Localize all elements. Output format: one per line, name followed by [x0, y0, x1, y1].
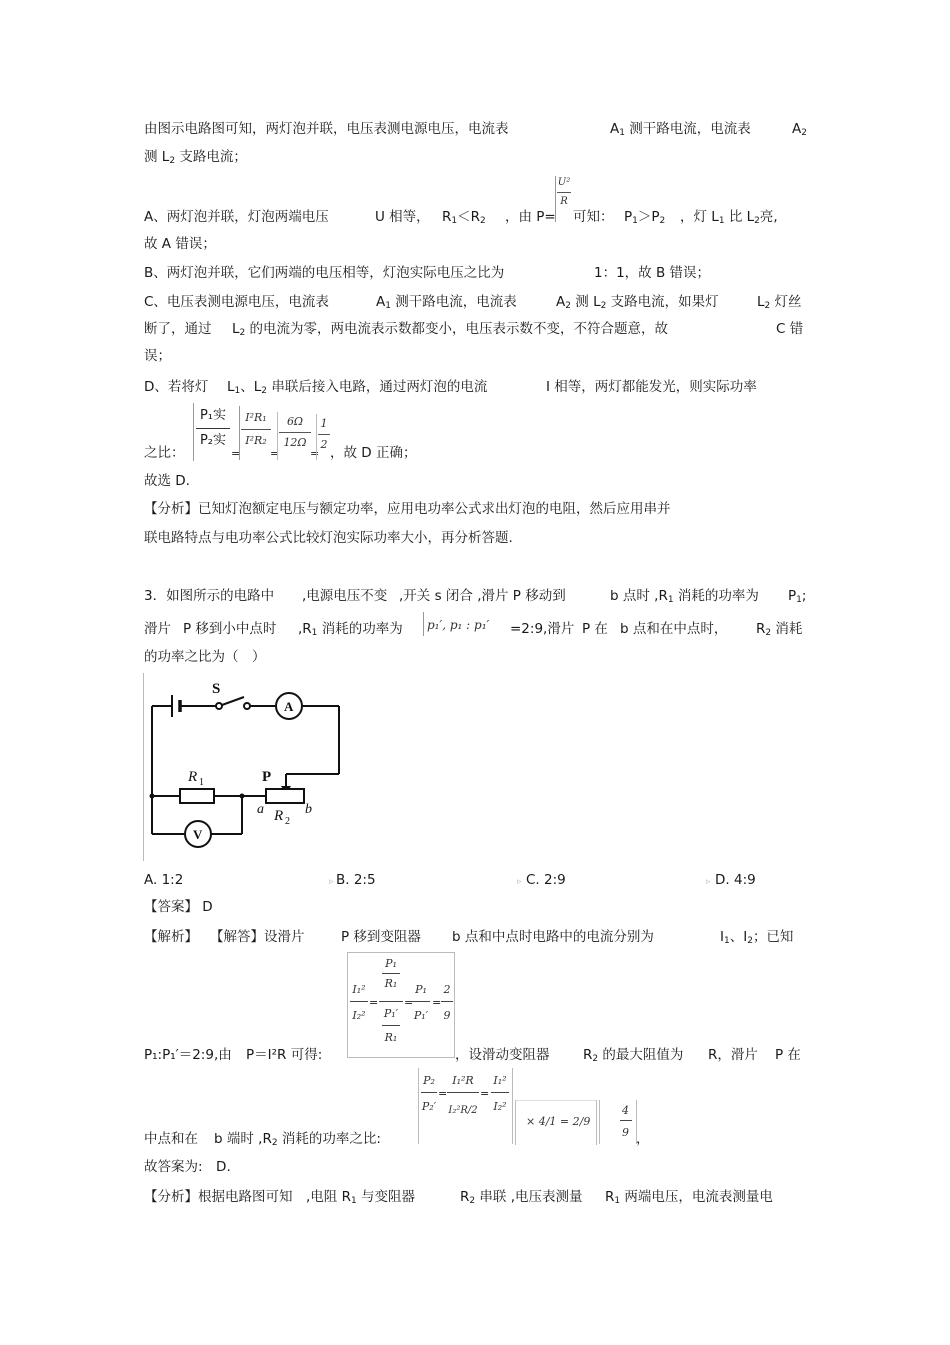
solution-text: $R_2$ 的最大阻值为	[583, 1047, 684, 1064]
r1-sub: 1	[199, 777, 204, 788]
question-text: 3．如图所示的电路中	[144, 588, 275, 604]
r2-sub: 2	[285, 816, 290, 827]
solution-text: b 端时 $,R_2$ 消耗的功率之比:	[214, 1131, 381, 1148]
solution-text: ，设滑动变阻器	[455, 1047, 550, 1063]
question-text: P 在	[582, 621, 608, 637]
point-a-label: a	[257, 802, 264, 817]
text-line: C 错	[776, 321, 804, 337]
text-line: B、两灯泡并联，它们两端的电压相等，灯泡实际电压之比为	[144, 265, 505, 281]
text-line: $L_2$ 的电流为零，两电流表示数都变小，电压表示数不变，不符合题意，故	[232, 321, 669, 338]
text-line: 1：1，故 B 错误；	[594, 265, 711, 281]
solution-text: P 在	[775, 1047, 801, 1063]
text-line: $A_1$ 测干路电流，电流表	[376, 294, 517, 311]
question-text: ,电源电压不变	[302, 588, 388, 604]
option-d[interactable]: D. 4:9	[715, 872, 756, 888]
text-line: D、若将灯	[144, 379, 209, 395]
ammeter-label: A	[284, 699, 294, 714]
question-text: $R_2$ 消耗	[756, 621, 803, 638]
analysis-text: 【分析】根据电路图可知 ,电阻 $R_1$ 与变阻器	[144, 1189, 415, 1206]
formula-image: 6Ω 12Ω	[277, 412, 312, 460]
analysis-text: $R_2$ 串联 ,电压表测量	[460, 1189, 583, 1206]
option-b[interactable]: B. 2:5	[336, 872, 376, 888]
option-marker: ▹	[329, 877, 334, 887]
formula-image: 4 9	[599, 1100, 637, 1144]
solution-text: 【解答】设滑片	[210, 929, 305, 945]
final-answer: 故答案为: D.	[144, 1159, 231, 1175]
question-text: =2:9,滑片	[510, 621, 575, 637]
r1-label: R	[188, 769, 198, 785]
question-text: ,开关 s 闭合 ,滑片 P 移动到	[399, 588, 566, 604]
question-text: $P_1$;	[788, 588, 807, 605]
equals-sign: =	[270, 447, 280, 460]
text-line: $A_2$ 测 $L_2$ 支路电流，如果灯	[556, 294, 719, 311]
option-a[interactable]: A. 1:2	[144, 872, 184, 888]
text-line: 误；	[144, 348, 171, 364]
question-text: 的功率之比为（ ）	[144, 649, 266, 665]
question-text: $,R_1$ 消耗的功率为	[298, 621, 403, 638]
option-c[interactable]: C. 2:9	[526, 872, 566, 888]
text-line: $A_1$ 测干路电流，电流表	[610, 121, 751, 138]
switch-label: S	[212, 681, 221, 697]
text-line: $R_1<R_2$	[442, 209, 486, 226]
equals-sign: =	[310, 447, 320, 460]
analysis-text: $R_1$ 两端电压，电流表测量电	[605, 1189, 773, 1206]
text-line: $L_1$、$L_2$ 串联后接入电路，通过两灯泡的电流	[227, 379, 488, 396]
text-line: I 相等，两灯都能发光，则实际功率	[546, 379, 757, 395]
circuit-diagram	[143, 673, 347, 861]
formula-image: 1 2	[316, 414, 331, 460]
text-line: ，由 P=	[505, 209, 556, 225]
formula-image: I₁² I₂² = P₁ R₁ P₁′ R₁ = P₁ P₁′ = 2 9	[347, 952, 455, 1058]
solution-text: 【解析】	[144, 929, 198, 945]
formula-image: I²R₁ I²R₂	[239, 406, 272, 460]
question-text: P 移到小中点时	[183, 621, 277, 637]
text-line: C、电压表测电源电压，电流表	[144, 294, 329, 310]
text-line: 故选 D.	[144, 473, 190, 489]
option-marker: ▹	[517, 877, 522, 887]
formula-image: P₁实 P₂实	[193, 403, 232, 461]
formula-image: U² R	[555, 176, 572, 222]
text-line: 可知：	[573, 209, 614, 225]
text-line: 【分析】已知灯泡额定电压与额定功率，应用电功率公式求出灯泡的电阻，然后应用串并	[144, 501, 671, 517]
text-line: $A_2$	[792, 121, 807, 138]
solution-text: 中点和在	[144, 1131, 198, 1147]
option-marker: ▹	[706, 877, 711, 887]
question-text: 滑片	[144, 621, 171, 637]
question-text: b 点和在中点时，	[620, 621, 728, 637]
voltmeter-label: V	[193, 827, 203, 842]
text-line: ，故 D 正确；	[330, 445, 417, 461]
text-line: 测 $L_2$ 支路电流；	[144, 149, 247, 166]
equals-sign: =	[231, 447, 241, 460]
text-line: $P_1>P_2$	[624, 209, 666, 226]
solution-text: P＝I²R 可得:	[246, 1047, 323, 1063]
text-line: 之比：	[144, 445, 185, 461]
solution-text: $I_1$、$I_2$；已知	[720, 929, 794, 946]
circuit-svg	[144, 673, 347, 861]
text-line: 故 A 错误；	[144, 236, 216, 252]
solution-text: P 移到变阻器	[341, 929, 421, 945]
solution-text: R，滑片	[708, 1047, 758, 1063]
point-b-label: b	[305, 802, 312, 817]
solution-text: ，	[636, 1131, 650, 1147]
solution-text: P₁:P₁′＝2:9,由	[144, 1047, 232, 1063]
formula-image: × 4/1 = 2/9	[515, 1100, 597, 1145]
text-line: ，灯 $L_1$ 比 $L_2$亮,	[680, 209, 778, 226]
text-line: 由图示电路图可知，两灯泡并联，电压表测电源电压，电流表	[144, 121, 509, 137]
answer-text: 【答案】 D	[144, 899, 213, 915]
slider-label: P	[262, 769, 272, 785]
formula-image: P₂ P₂′ = I₁²R I₂²R/2 = I₁² I₂²	[418, 1068, 513, 1144]
formula-image: p₁′, p₁ : p₁′	[423, 612, 489, 636]
text-line: 断了，通过	[144, 321, 212, 337]
solution-text: b 点和中点时电路中的电流分别为	[452, 929, 654, 945]
r2-label: R	[274, 808, 284, 824]
question-text: b 点时 $,R_1$ 消耗的功率为	[610, 588, 759, 605]
text-line: A、两灯泡并联，灯泡两端电压	[144, 209, 329, 225]
text-line: $L_2$ 灯丝	[757, 294, 802, 311]
text-line: 联电路特点与电功率公式比较灯泡实际功率大小，再分析答题.	[144, 530, 513, 546]
text-line: U 相等，	[375, 209, 430, 225]
